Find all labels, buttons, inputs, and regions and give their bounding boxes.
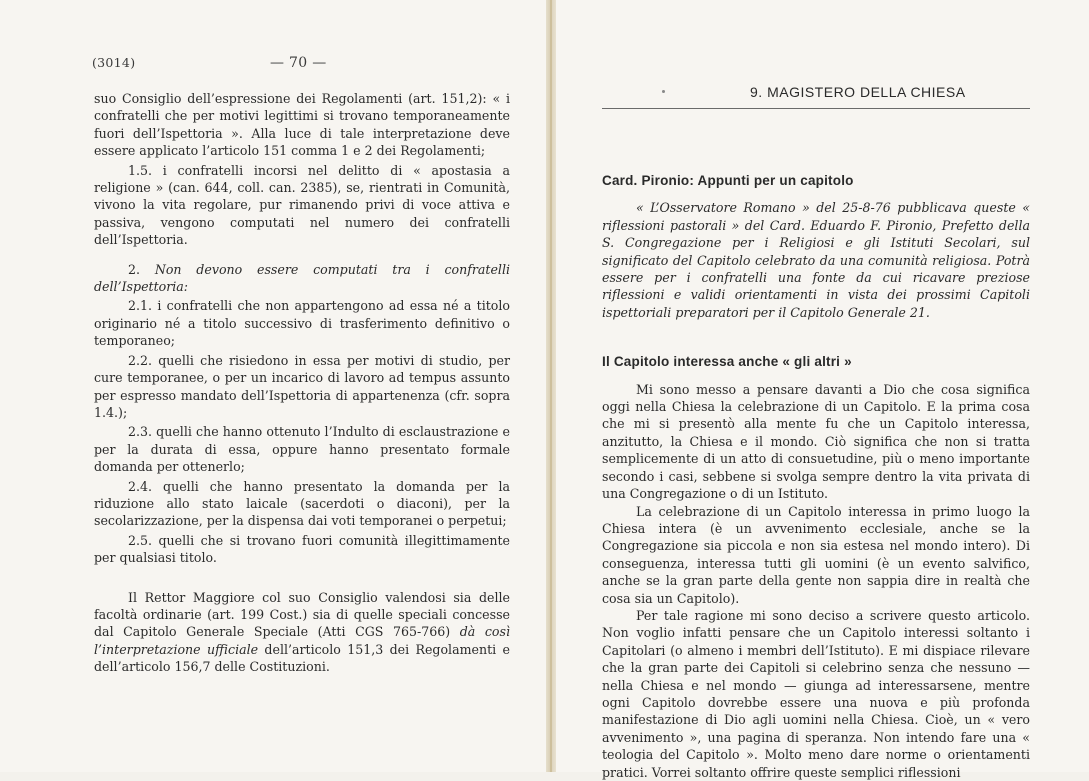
book-gutter	[546, 0, 556, 772]
chapter-title: 9. MAGISTERO DELLA CHIESA	[750, 84, 966, 100]
intro-paragraph: « L’Osservatore Romano » del 25-8-76 pubblicava queste « riflessioni pastorali » del Card. Eduardo F. Pironio, Prefetto della S. Congregazione per i Religiosi e gli Istituti Secolari, sul significato del Capitolo celebrato da una comunità religiosa. Potrà essere per i confratelli una fonte da cui ricavare preziose riflessioni e validi orientamenti in vista dei prossimi Capitoli ispettoriali preparatori per il Capitolo Generale 21.	[602, 200, 1030, 320]
right-page-body	[602, 172, 1030, 781]
paragraph: 2.5. quelli che si trovano fuori comunità illegittimamente per qualsiasi titolo.	[94, 532, 510, 566]
article-heading: Card. Pironio: Appunti per un capitolo	[602, 173, 854, 188]
paragraph: 2.3. quelli che hanno ottenuto l’Indulto di esclaustrazione e per la durata di essa, oppure hanno presentato formale domanda per ottenerlo;	[94, 424, 510, 475]
paragraph: 1.5. i confratelli incorsi nel delitto di « apostasia a religione » (can. 644, coll. can. 2385), se, rientrati in Comunità, vivono la vita regolare, pur rimanendo privi di voce attiva e passiva, vengono computati nel numero dei confratelli dell’Ispettoria.	[94, 162, 510, 248]
section-heading: 2. Non devono essere computati tra i confratelli dell’Ispettoria:	[94, 261, 510, 295]
paragraph: 2.2. quelli che risiedono in essa per motivi di studio, per cure temporanee, o per un incarico di lavoro ad tempus assunto per espresso mandato dell’Ispettoria di appartenenza (cfr. sopra 1.4.);	[94, 352, 510, 420]
paragraph: Mi sono messo a pensare davanti a Dio che cosa significa oggi nella Chiesa la celebrazione di un Capitolo. E la prima cosa che mi si presentò alla mente fu che un Capitolo interessa, anzitutto, la Chiesa e il mondo. Ciò significa che non si tratta semplicemente di un atto di consuetudine, più o meno importante secondo i casi, sebbene si svolga sempre dentro la vita privata di una Congregazione o di un Istituto.	[602, 381, 1030, 502]
left-page-body	[94, 90, 510, 676]
paragraph: 2.1. i confratelli che non appartengono ad essa né a titolo originario né a titolo successivo di trasferimento definitivo o temporaneo;	[94, 298, 510, 349]
paragraph: 2.4. quelli che hanno presentato la domanda per la riduzione allo stato laicale (sacerdoti o diaconi), per la secolarizzazione, per la dispensa dai voti temporanei o perpetui;	[94, 478, 510, 529]
left-page	[0, 0, 546, 772]
paragraph: Per tale ragione mi sono deciso a scrivere questo articolo. Non voglio infatti pensare che un Capitolo interessi soltanto i Capitolari (o almeno i membri dell’Istituto). E mi dispiace rilevare che la gran parte dei Capitoli si celebrino senza che nessuno — nella Chiesa e nel mondo — giunga ad interessarsene, mentre ogni Capitolo dovrebbe essere una nuova e più profonda manifestazione di Dio agli uomini nella Chiesa. Cioè, un « vero avvenimento », una pagina di speranza. Non intendo fare una « teologia del Capitolo ». Molto meno dare norme o orientamenti pratici. Vorrei soltanto offrire queste semplici riflessioni	[602, 607, 1030, 780]
paragraph: suo Consiglio dell’espressione dei Regolamenti (art. 151,2): « i confratelli che per motivi legittimi si trovano temporaneamente fuori dell’Ispettoria ». Alla luce di tale interpretazione deve essere applicato l’articolo 151 comma 1 e 2 dei Regolamenti;	[94, 91, 510, 159]
document-reference: (3014)	[92, 55, 136, 70]
paragraph: La celebrazione di un Capitolo interessa in primo luogo la Chiesa intera (è un avvenimento ecclesiale, anche se la Congregazione sia piccola e non sia estesa nel mondo intero). Di conseguenza, interessa tutti gli uomini (è un evento salvifico, anche se la gran parte della gente non sappia dire in realtà che cosa sia un Capitolo).	[602, 503, 1030, 606]
page-number: — 70 —	[270, 55, 327, 71]
closing-paragraph: Il Rettor Maggiore col suo Consiglio valendosi sia delle facoltà ordinarie (art. 199 Cost.) sia di quelle speciali concesse dal Capitolo Generale Speciale (Atti CGS 765-766) dà così l’interpretazione ufficiale dell’articolo 151,3 dei Regolamenti e dell’articolo 156,7 delle Costituzioni.	[94, 589, 510, 675]
chapter-rule	[602, 108, 1030, 109]
right-page	[556, 0, 1089, 780]
section-heading: Il Capitolo interessa anche « gli altri »	[602, 354, 852, 370]
